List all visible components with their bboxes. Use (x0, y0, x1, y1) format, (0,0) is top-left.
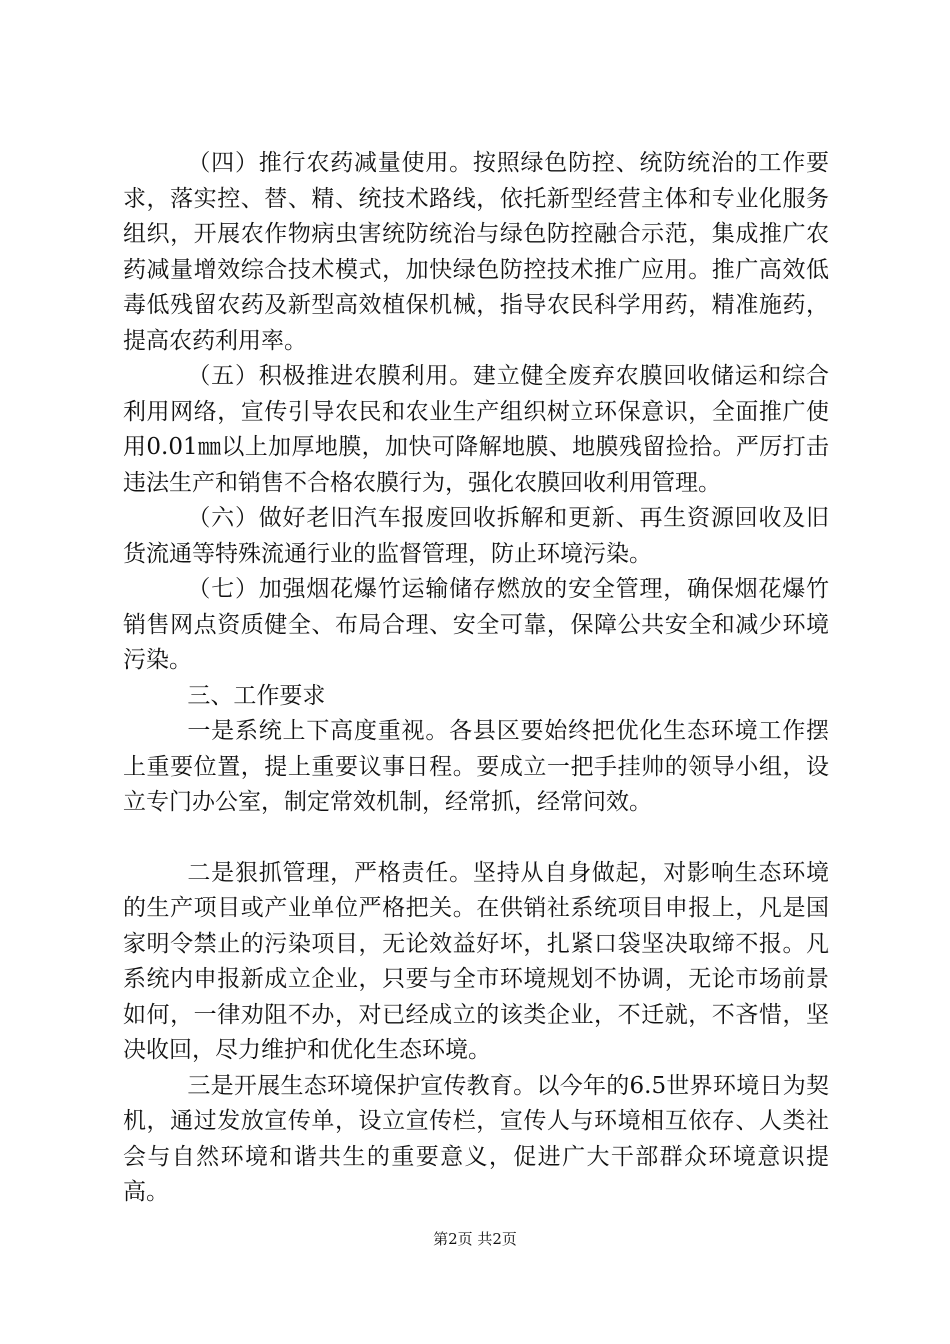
paragraph-fireworks-safety: （七）加强烟花爆竹运输储存燃放的安全管理，确保烟花爆竹销售网点资质健全、布局合理、安全可靠，保障公共安全和减少环境污染。 (123, 576, 829, 673)
paragraph-spacer (123, 821, 829, 856)
paragraph-requirement-1: 一是系统上下高度重视。各县区要始终把优化生态环境工作摆上重要位置，提上重要议事日程。要成立一把手挂帅的领导小组，设立专门办公室，制定常效机制，经常抓，经常问效。 (123, 718, 829, 815)
document-body (123, 146, 829, 1211)
paragraph-requirement-2: 二是狠抓管理，严格责任。坚持从自身做起，对影响生态环境的生产项目或产业单位严格把关。在供销社系统项目申报上，凡是国家明令禁止的污染项目，无论效益好坏，扎紧口袋坚决取缔不报。凡系统内申报新成立企业，只要与全市环境规划不协调，无论市场前景如何，一律劝阻不办，对已经成立的该类企业，不迁就，不吝惜，坚决收回，尽力维护和优化生态环境。 (123, 859, 829, 1063)
paragraph-pesticide-reduction: （四）推行农药减量使用。按照绿色防控、统防统治的工作要求，落实控、替、精、统技术路线，依托新型经营主体和专业化服务组织，开展农作物病虫害统防统治与绿色防控融合示范，集成推广农药减量增效综合技术模式，加快绿色防控技术推广应用。推广高效低毒低残留农药及新型高效植保机械，指导农民科学用药，精准施药，提高农药利用率。 (123, 150, 829, 354)
paragraph-vehicle-recycling: （六）做好老旧汽车报废回收拆解和更新、再生资源回收及旧货流通等特殊流通行业的监督管理，防止环境污染。 (123, 505, 829, 567)
section-heading-work-requirements: 三、工作要求 (187, 682, 326, 709)
paragraph-agricultural-film: （五）积极推进农膜利用。建立健全废弃农膜回收储运和综合利用网络，宣传引导农民和农业生产组织树立环保意识，全面推广使用0.01㎜以上加厚地膜，加快可降解地膜、地膜残留捡拾。严厉打击违法生产和销售不合格农膜行为，强化农膜回收利用管理。 (123, 363, 829, 496)
paragraph-requirement-3: 三是开展生态环境保护宣传教育。以今年的6.5世界环境日为契机，通过发放宣传单，设立宣传栏，宣传人与环境相互依存、人类社会与自然环境和谐共生的重要意义，促进广大干部群众环境意识提高。 (123, 1072, 829, 1205)
page-number-footer: 第2页 共2页 (433, 1230, 517, 1248)
